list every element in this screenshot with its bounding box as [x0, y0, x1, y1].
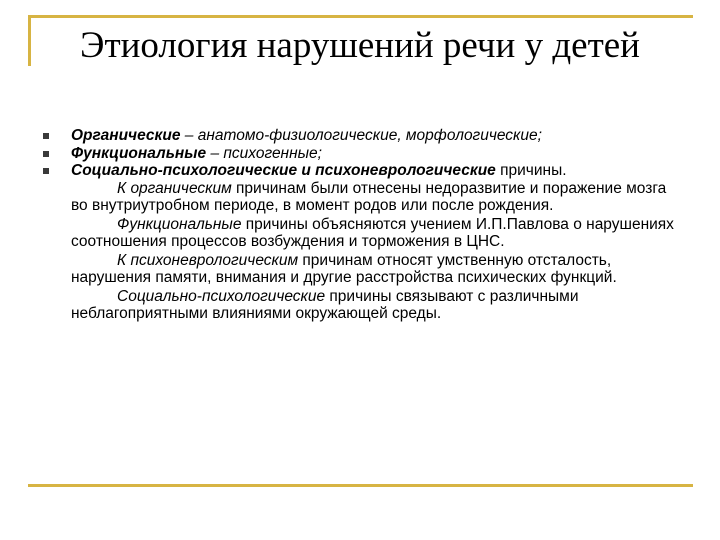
paragraph-text: причинам относят умственную отсталость, нарушения памяти, внимания и другие расстройства психических функций.: [71, 251, 617, 286]
top-decorative-rule: [28, 15, 693, 18]
square-bullet-icon: [43, 168, 49, 174]
bottom-decorative-rule: [28, 484, 693, 487]
bullet-item-functional: [40, 145, 685, 163]
paragraph-organic-causes: [71, 180, 681, 215]
bullet-item-organic: [40, 127, 685, 145]
slide-title: Этиология нарушений речи у детей: [80, 25, 640, 66]
paragraph-lead: Социально-психологические: [117, 287, 326, 305]
paragraph-psychoneurological-causes: [71, 252, 681, 287]
paragraph-functional-causes: [71, 216, 681, 251]
paragraph-lead: К психоневрологическим: [117, 251, 299, 269]
paragraph-lead: Функциональные: [117, 215, 242, 233]
bullet-term: Органические: [71, 127, 181, 144]
slide-body: [40, 127, 685, 323]
square-bullet-icon: [43, 151, 49, 157]
bullet-text: – анатомо-физиологические, морфологические;: [180, 127, 542, 144]
bullet-text: причины.: [495, 162, 567, 179]
paragraph-text: причинам были отнесены недоразвитие и поражение мозга во внутриутробном периоде, в момент родов или после рождения.: [71, 179, 667, 214]
paragraph-lead: К органическим: [117, 179, 232, 197]
square-bullet-icon: [43, 133, 49, 139]
bullet-term: Социально-психологические и психоневрологические: [71, 162, 496, 179]
paragraph-text: причины связывают с различными неблагоприятными влияниями окружающей среды.: [71, 287, 579, 322]
paragraph-text: причины объясняются учением И.П.Павлова о нарушениях соотношения процессов возбуждения и торможения в ЦНС.: [71, 215, 674, 250]
bullet-term: Функциональные: [71, 144, 207, 162]
left-decorative-rule: [28, 15, 31, 66]
bullet-text: – психогенные;: [206, 144, 322, 162]
bullet-item-social-psychoneurological: [40, 162, 685, 180]
paragraph-social-psychological-causes: [71, 288, 681, 323]
